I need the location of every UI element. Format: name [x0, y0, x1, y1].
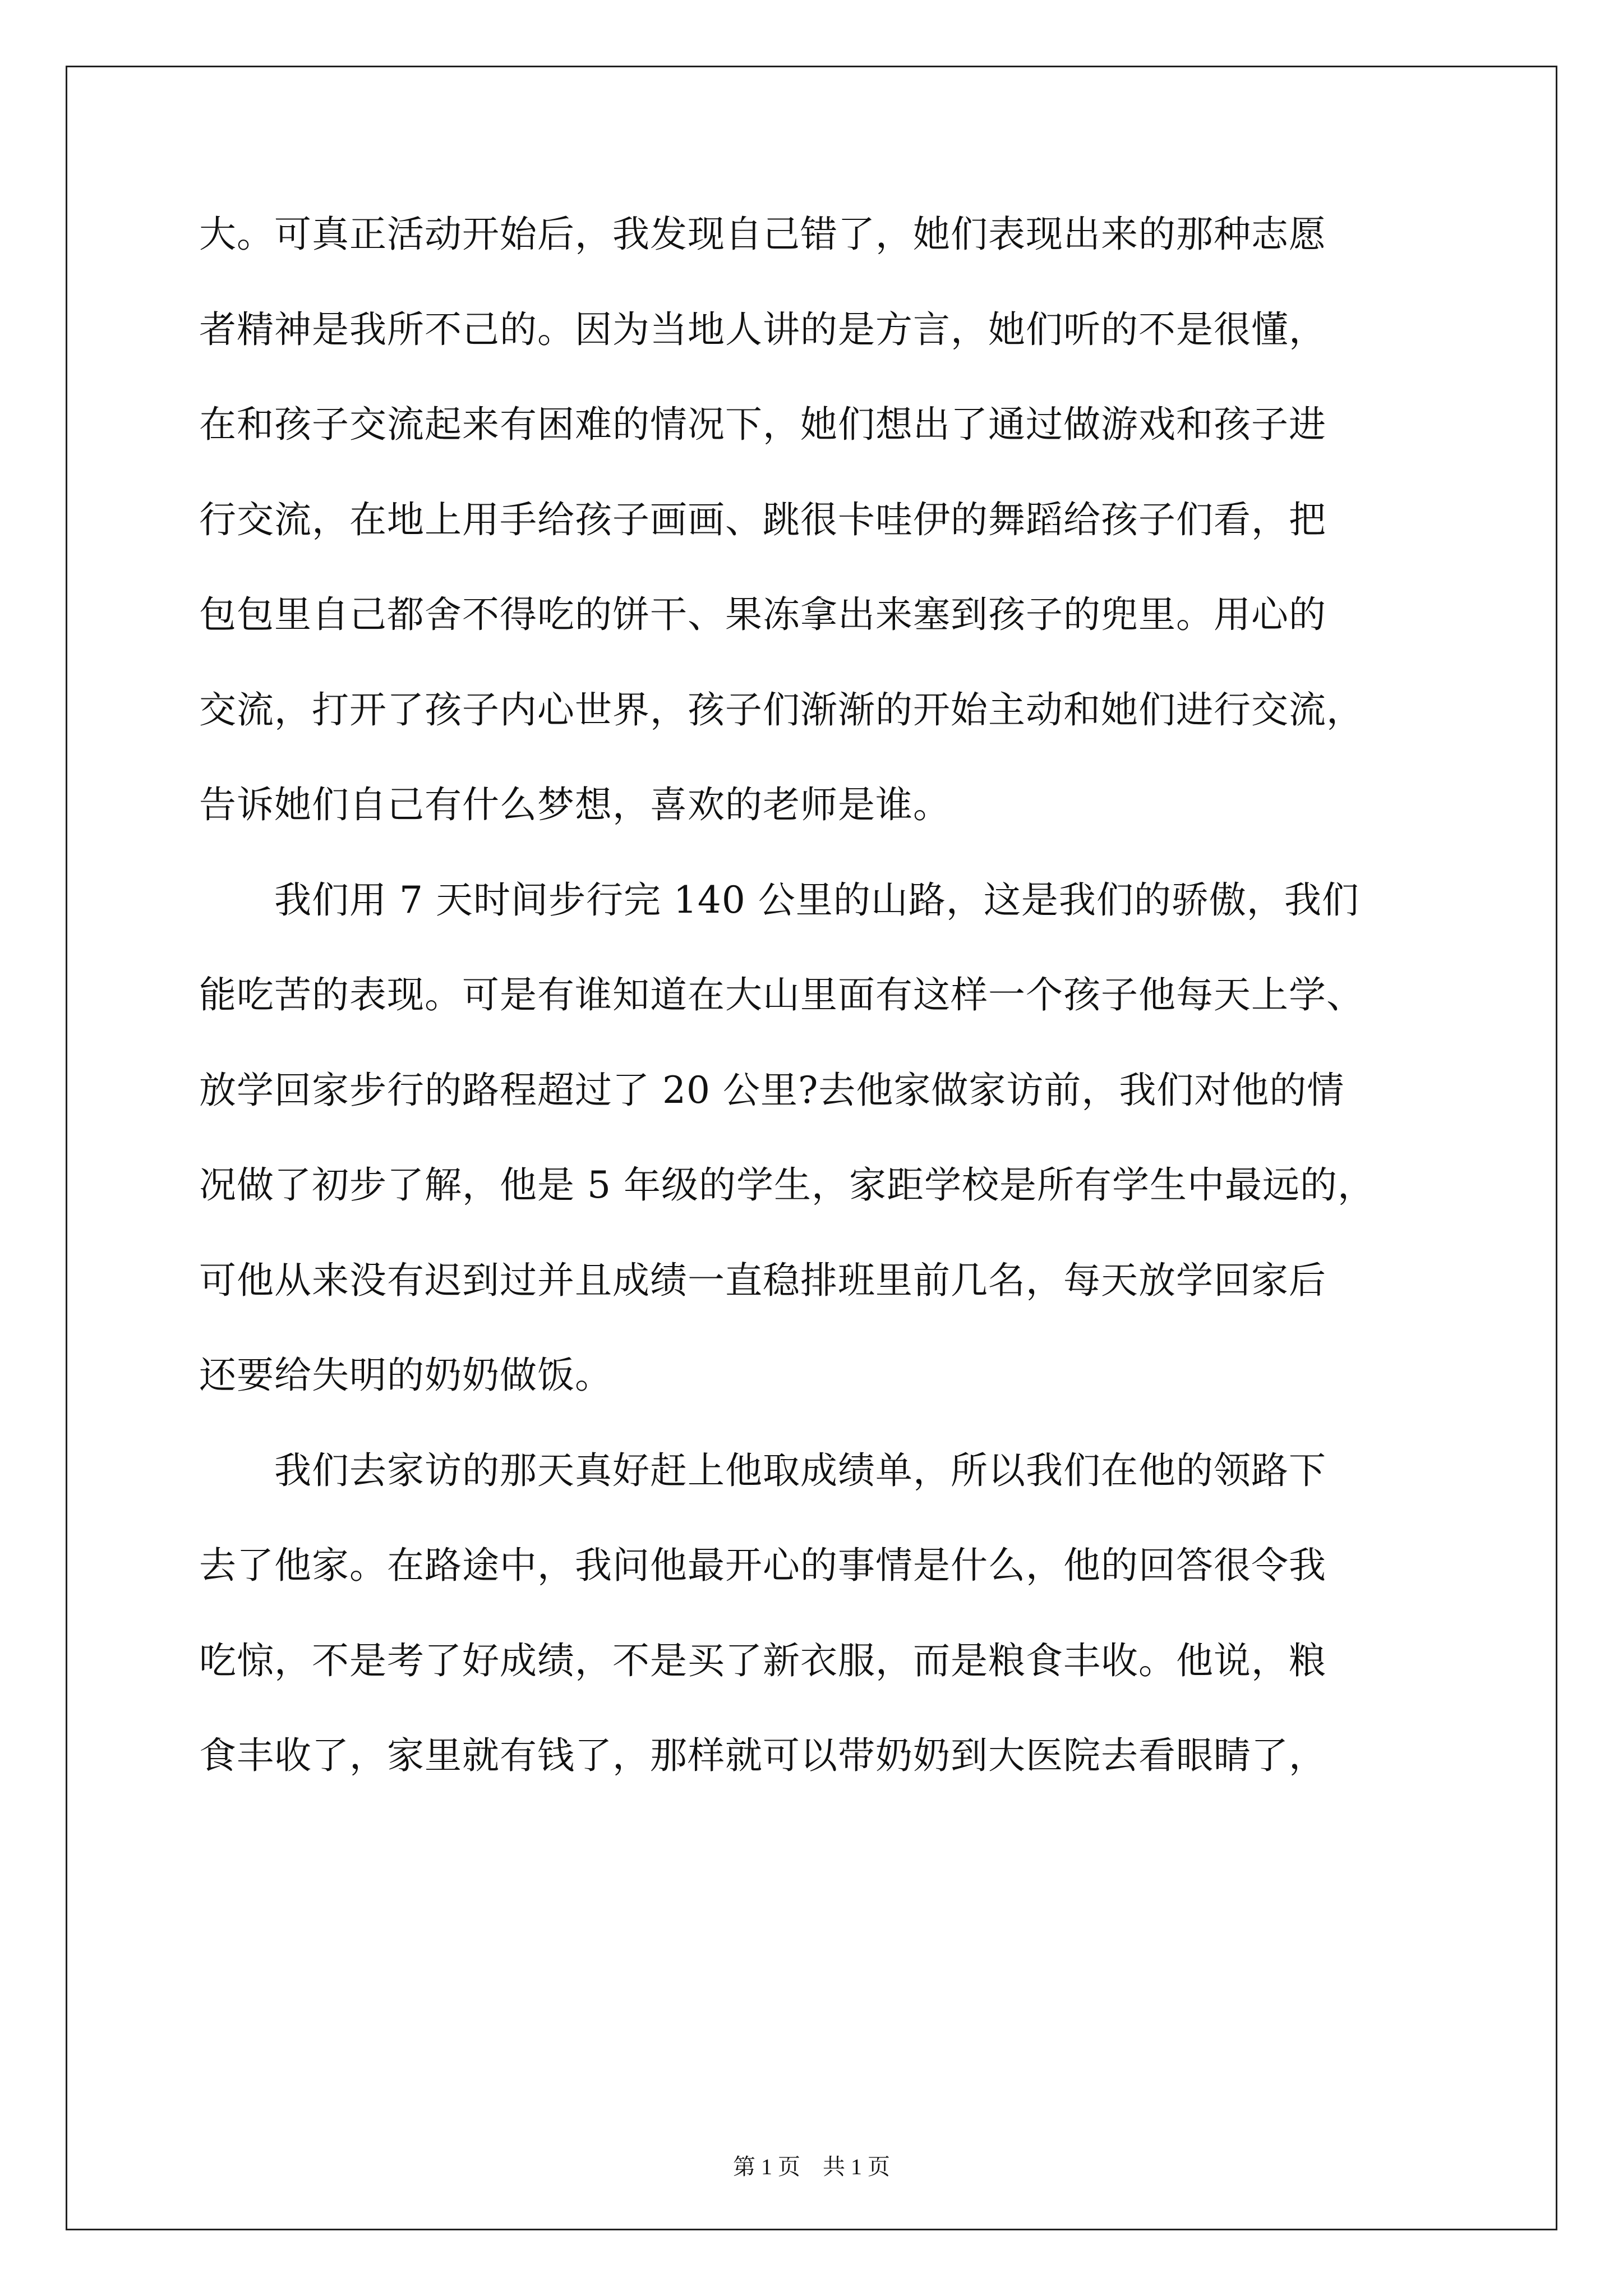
text-line: 告诉她们自己有什么梦想，喜欢的老师是谁。: [199, 783, 951, 826]
text-line: 我们用 7 天时间步行完 140 公里的山路，这是我们的骄傲，我们: [199, 878, 1359, 922]
document-body: [199, 213, 1427, 1833]
text-line: 放学回家步行的路程超过了 20 公里?去他家做家访前，我们对他的情: [199, 1068, 1345, 1112]
text-line: 大。可真正活动开始后，我发现自己错了，她们表现出来的那种志愿: [199, 213, 1326, 256]
text-line: 况做了初步了解，他是 5 年级的学生，家距学校是所有学生中最远的，: [199, 1163, 1375, 1207]
text-line: 在和孩子交流起来有困难的情况下，她们想出了通过做游戏和孩子进: [199, 403, 1326, 446]
text-line: 我们去家访的那天真好赶上他取成绩单，所以我们在他的领路下: [199, 1448, 1326, 1492]
text-line: 去了他家。在路途中，我问他最开心的事情是什么，他的回答很令我: [199, 1544, 1326, 1587]
text-line: 可他从来没有迟到过并且成绩一直稳排班里前几名，每天放学回家后: [199, 1258, 1326, 1302]
text-line: 包包里自己都舍不得吃的饼干、果冻拿出来塞到孩子的兜里。用心的: [199, 593, 1326, 636]
text-line: 食丰收了，家里就有钱了，那样就可以带奶奶到大医院去看眼睛了，: [199, 1734, 1326, 1777]
text-line: 者精神是我所不己的。因为当地人讲的是方言，她们听的不是很懂，: [199, 307, 1326, 351]
text-line: 还要给失明的奶奶做饭。: [199, 1354, 612, 1397]
text-line: 吃惊，不是考了好成绩，不是买了新衣服，而是粮食丰收。他说，粮: [199, 1639, 1326, 1682]
text-line: 交流，打开了孩子内心世界，孩子们渐渐的开始主动和她们进行交流，: [199, 688, 1364, 731]
page-footer: 第 1 页 共 1 页: [733, 2154, 890, 2179]
text-line: 能吃苦的表现。可是有谁知道在大山里面有这样一个孩子他每天上学、: [199, 973, 1364, 1016]
text-line: 行交流，在地上用手给孩子画画、跳很卡哇伊的舞蹈给孩子们看，把: [199, 498, 1326, 541]
